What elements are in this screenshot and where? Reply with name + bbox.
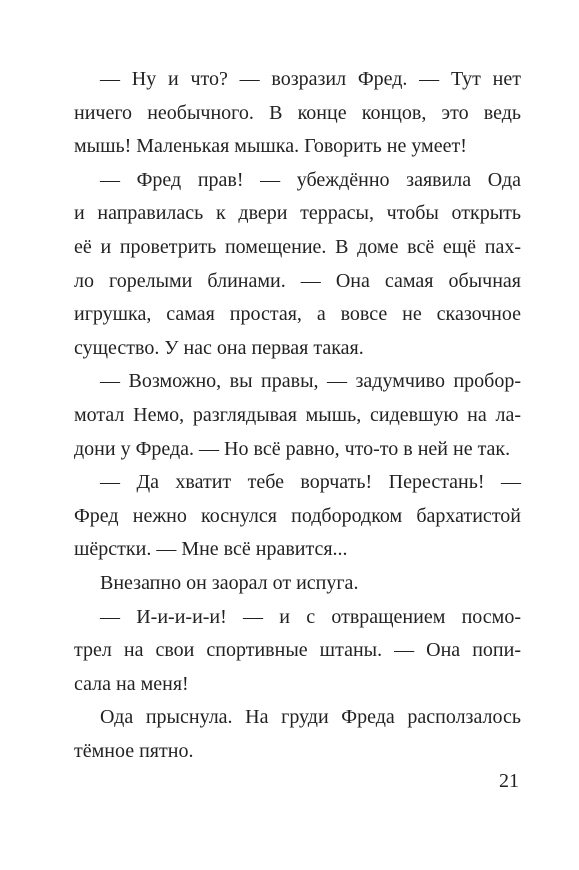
text-line: игрушка, самая простая, а вовсе не сказочное [74, 303, 521, 326]
text-line: — И-и-и-и-и! — и с отвращением посмо- [100, 605, 521, 628]
paragraph [74, 701, 521, 768]
paragraph [74, 466, 521, 567]
text-line: сала на меня! [74, 672, 189, 695]
text-line: — Ну и что? — возразил Фред. — Тут нет [100, 68, 521, 90]
paragraph [74, 567, 521, 601]
paragraph [74, 601, 521, 702]
text-line: Фред нежно коснулся подбородком бархатистой [74, 504, 521, 527]
text-line: ничего необычного. В конце концов, это ведь [74, 101, 521, 124]
text-line: мышь! Маленькая мышка. Говорить не умеет! [74, 135, 467, 158]
body-text [74, 63, 521, 768]
text-line: шёрстки. — Мне всё нравится... [74, 538, 348, 561]
text-line: её и проветрить помещение. В доме всё ещё пах- [74, 235, 521, 258]
paragraph [74, 365, 521, 466]
text-line: Внезапно он заорал от испуга. [100, 571, 359, 594]
text-line: Ода прыснула. На груди Фреда расползалось [100, 706, 521, 729]
text-line: тёмное пятно. [74, 739, 194, 762]
text-line: трел на свои спортивные штаны. — Она попи- [74, 639, 521, 662]
text-line: — Фред прав! — убеждённо заявила Ода [100, 168, 521, 191]
text-line: ло горелыми блинами. — Она самая обычная [74, 269, 521, 292]
text-line: мотал Немо, разглядывая мышь, сидевшую на ла- [74, 403, 521, 426]
text-line: — Да хватит тебе ворчать! Перестань! — [100, 471, 521, 494]
text-line: существо. У нас она первая такая. [74, 336, 364, 359]
text-line: дони у Фреда. — Но всё равно, что-то в ней не так. [74, 437, 511, 460]
paragraph [74, 63, 521, 164]
text-line: — Возможно, вы правы, — задумчиво пробор- [100, 370, 521, 393]
text-line: и направилась к двери террасы, чтобы открыть [74, 202, 521, 225]
paragraph [74, 164, 521, 366]
page-number: 21 [499, 770, 519, 792]
